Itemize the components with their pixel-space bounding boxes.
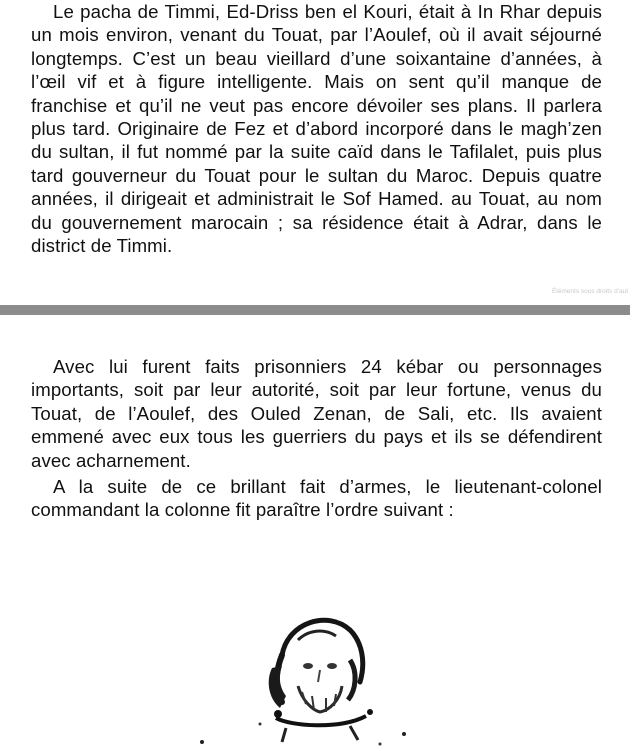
paragraph-prisoners: Avec lui furent faits prisonniers 24 kébar ou personnages importants, soit par leur autorité, soit par leur fortune, venus du Touat, de l’Aoulef, des Ouled Zenan, de Sali, etc. Ils avaient emmené avec eux tous les guerriers du pays et ils se défendirent avec acharnement. [31, 356, 602, 471]
copyright-watermark: Éléments sous droits d'aut [551, 288, 628, 295]
paragraph-order-intro: A la suite de ce brillant fait d’armes, le lieutenant-colonel commandant la colonne fit paraître l’ordre suivant : [31, 476, 602, 521]
page-divider [0, 305, 630, 315]
portrait-illustration-icon [190, 600, 450, 750]
paragraph-pacha-description: Le pacha de Timmi, Ed-Driss ben el Kouri, était à In Rhar depuis un mois environ, venant du Touat, par l’Aoulef, où il avait séjourné longtemps. C’est un beau vieillard d’une soixantaine d’années, à l’œil vif et à figure intelligente. Mais on sent qu’il manque de franchise et qu’il ne veut pas encore dévoiler ses plans. Il parlera plus tard. Originaire de Fez et d’abord incorporé dans le magh’zen du sultan, il fut nommé par la suite caïd dans le Tafilalet, puis plus tard gouverneur du Touat pour le sultan du Maroc. Depuis quatre années, il dirigeait et administrait le Sof Hamed. au Touat, au nom du gouvernement marocain ; sa résidence était à Adrar, dans le district de Timmi. [31, 1, 602, 257]
